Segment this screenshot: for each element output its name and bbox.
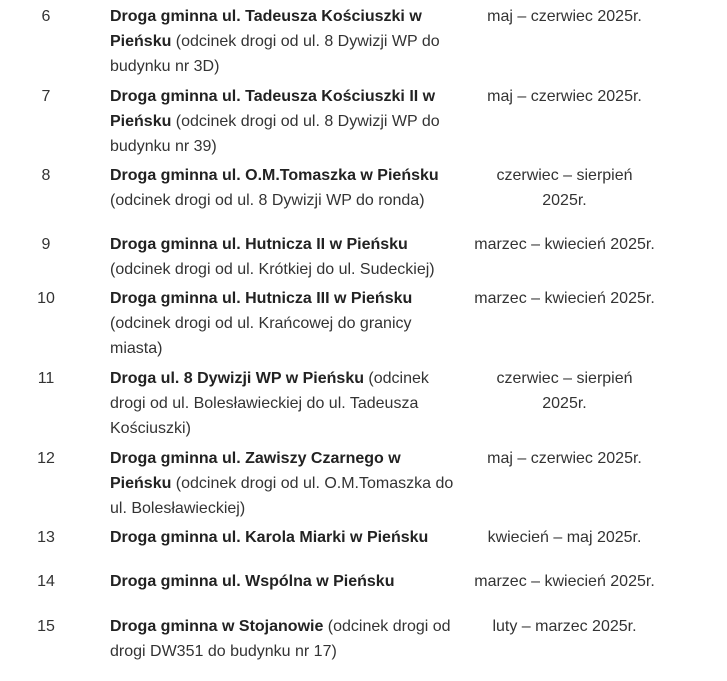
- row-date: maj – czerwiec 2025r.: [487, 450, 642, 467]
- road-segment: (odcinek drogi od ul. Krótkiej do ul. Sudeckiej): [110, 261, 435, 278]
- road-name: Droga gminna ul. Hutnicza II w Pieńsku: [110, 236, 408, 253]
- row-description: [110, 614, 460, 664]
- road-name: Droga gminna ul. Karola Miarki w Pieńsku: [110, 529, 429, 546]
- row-description: [110, 84, 460, 159]
- row-number: 12: [37, 450, 55, 467]
- road-segment: (odcinek drogi od ul. 8 Dywizji WP do ronda): [110, 192, 425, 209]
- road-name: Droga gminna ul. Hutnicza III w Pieńsku: [110, 290, 413, 307]
- row-date: marzec – kwiecień 2025r.: [474, 290, 655, 307]
- row-date: luty – marzec 2025r.: [492, 618, 637, 635]
- road-segment: (odcinek drogi od ul. Krańcowej do granicy miasta): [110, 315, 412, 357]
- row-description: [110, 569, 460, 594]
- row-description: [110, 366, 460, 441]
- row-number: 8: [41, 167, 51, 184]
- row-description: [110, 4, 460, 79]
- row-number: 6: [41, 8, 51, 25]
- road-segment: (odcinek drogi od ul. Bolesławieckiej do ul. Tadeusza Kościuszki): [110, 370, 429, 437]
- road-segment: (odcinek drogi od drogi DW351 do budynku nr 17): [110, 618, 451, 660]
- road-name: Droga gminna ul. O.M.Tomaszka w Pieńsku: [110, 167, 439, 184]
- road-name: Droga gminna ul. Tadeusza Kościuszki II w Pieńsku: [110, 88, 436, 130]
- row-date: kwiecień – maj 2025r.: [487, 529, 642, 546]
- row-number: 14: [37, 573, 55, 590]
- row-description: [110, 163, 460, 213]
- row-number: 10: [37, 290, 55, 307]
- row-date: czerwiec – sierpień 2025r.: [496, 167, 633, 209]
- row-description: [110, 286, 460, 361]
- row-number: 15: [37, 618, 55, 635]
- row-description: [110, 446, 460, 521]
- road-segment: (odcinek drogi od ul. 8 Dywizji WP do budynku nr 3D): [110, 33, 440, 75]
- row-number: 9: [41, 236, 51, 253]
- row-description: [110, 525, 460, 550]
- row-description: [110, 232, 460, 282]
- row-date: marzec – kwiecień 2025r.: [474, 573, 655, 590]
- row-number: 11: [37, 370, 55, 387]
- road-name: Droga gminna ul. Zawiszy Czarnego w Pieńsku: [110, 450, 401, 492]
- road-name: Droga gminna ul. Wspólna w Pieńsku: [110, 573, 395, 590]
- row-date: marzec – kwiecień 2025r.: [474, 236, 655, 253]
- road-name: Droga gminna w Stojanowie: [110, 618, 324, 635]
- road-name: Droga gminna ul. Tadeusza Kościuszki w Pieńsku: [110, 8, 422, 50]
- road-segment: (odcinek drogi od ul. O.M.Tomaszka do ul. Bolesławieckiej): [110, 475, 454, 517]
- road-name: Droga ul. 8 Dywizji WP w Pieńsku: [110, 370, 364, 387]
- row-number: 7: [41, 88, 51, 105]
- row-date: czerwiec – sierpień 2025r.: [496, 370, 633, 412]
- row-date: maj – czerwiec 2025r.: [487, 8, 642, 25]
- road-segment: (odcinek drogi od ul. 8 Dywizji WP do budynku nr 39): [110, 113, 440, 155]
- row-date: maj – czerwiec 2025r.: [487, 88, 642, 105]
- row-number: 13: [37, 529, 55, 546]
